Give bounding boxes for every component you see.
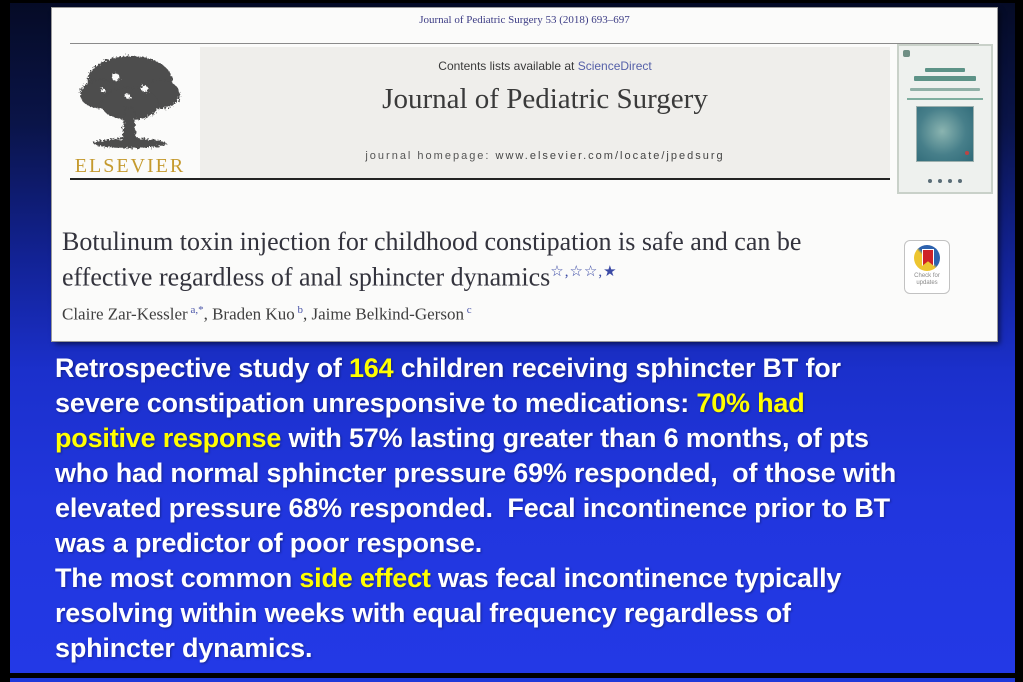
article-title	[62, 226, 872, 293]
summary-text-segment: Retrospective study of	[55, 353, 349, 383]
author-name: Jaime Belkind-Gerson	[311, 304, 464, 324]
masthead-band	[200, 47, 890, 178]
crossmark-badge[interactable]	[904, 240, 950, 294]
cover-subtitle-bar	[910, 88, 980, 91]
homepage-prefix: journal homepage:	[365, 150, 496, 162]
contents-line	[200, 59, 890, 73]
elsevier-wordmark: ELSEVIER	[74, 155, 186, 177]
elsevier-tree-icon	[70, 52, 190, 152]
cover-rule	[907, 98, 983, 100]
contents-prefix: Contents lists available at	[438, 59, 578, 73]
summary-line	[55, 631, 1007, 666]
summary-text-segment: severe constipation unresponsive to medications:	[55, 388, 697, 418]
summary-line	[55, 561, 1007, 596]
highlighted-text: positive response	[55, 423, 282, 453]
summary-line	[55, 351, 1007, 386]
author-affiliation-sup: b	[294, 304, 303, 316]
summary-text-segment: was a predictor of poor response.	[55, 528, 482, 558]
cover-image	[916, 106, 974, 162]
homepage-line	[200, 150, 890, 162]
summary-text-segment: children receiving sphincter BT for	[393, 353, 841, 383]
crossmark-label-line1: Check for	[914, 273, 940, 279]
article-title-line2: effective regardless of anal sphincter dynamics☆,☆☆,★	[62, 262, 618, 292]
author-name: Braden Kuo	[212, 304, 295, 324]
summary-text-segment: was fecal incontinence typically	[430, 563, 842, 593]
summary-line	[55, 596, 1007, 631]
title-footnote-marks: ☆,☆☆,★	[550, 264, 618, 280]
summary-line	[55, 421, 1007, 456]
highlighted-text: side effect	[299, 563, 431, 593]
author-name: Claire Zar-Kessler	[62, 304, 188, 324]
summary-text-segment: The most common	[55, 563, 300, 593]
cover-image-marker	[965, 151, 969, 155]
author-affiliation-sup: a,*	[187, 304, 204, 316]
crossmark-icon	[914, 245, 940, 271]
masthead-bottom-rule	[70, 178, 890, 180]
journal-citation: Journal of Pediatric Surgery 53 (2018) 693–697	[419, 14, 630, 26]
authors-line: Claire Zar-Kessler $^{a,*}$, Braden Kuo $^b$, Jaime Belkind-Gerson $^c$	[62, 304, 472, 324]
summary-text-segment: elevated pressure 68% responded. Fecal incontinence prior to BT	[55, 493, 890, 523]
article-title-line1: Botulinum toxin injection for childhood constipation is safe and can be	[62, 227, 802, 256]
cover-logo-dot	[903, 50, 910, 57]
cover-title-bar	[925, 68, 965, 72]
homepage-url[interactable]: www.elsevier.com/locate/jpedsurg	[495, 150, 725, 162]
highlighted-text: 164	[348, 353, 394, 383]
summary-text-segment: resolving within weeks with equal frequency regardless of	[55, 598, 791, 628]
header-top-rule	[70, 43, 979, 44]
summary-text-segment: who had normal sphincter pressure 69% responded, of those with	[55, 458, 897, 488]
sciencedirect-link[interactable]: ScienceDirect	[577, 59, 652, 73]
elsevier-logo	[64, 52, 196, 180]
summary-line	[55, 386, 1007, 421]
cover-title-bar	[914, 76, 976, 81]
next-slide-edge	[10, 678, 1015, 682]
author-affiliation-sup: c	[463, 304, 472, 316]
summary-text-segment: sphincter dynamics.	[55, 633, 313, 663]
summary-line	[55, 456, 1007, 491]
cover-dots	[899, 170, 991, 188]
summary-text	[55, 351, 1007, 666]
highlighted-text: 70% had	[696, 388, 805, 418]
summary-line	[55, 491, 1007, 526]
journal-article-clipping	[52, 8, 997, 341]
journal-cover-thumbnail	[897, 44, 993, 194]
summary-line	[55, 526, 1007, 561]
crossmark-label-line2: updates	[916, 280, 938, 286]
crossmark-bookmark-icon	[922, 249, 934, 266]
journal-name: Journal of Pediatric Surgery	[382, 83, 708, 115]
summary-text-segment: with 57% lasting greater than 6 months, of pts	[281, 423, 869, 453]
